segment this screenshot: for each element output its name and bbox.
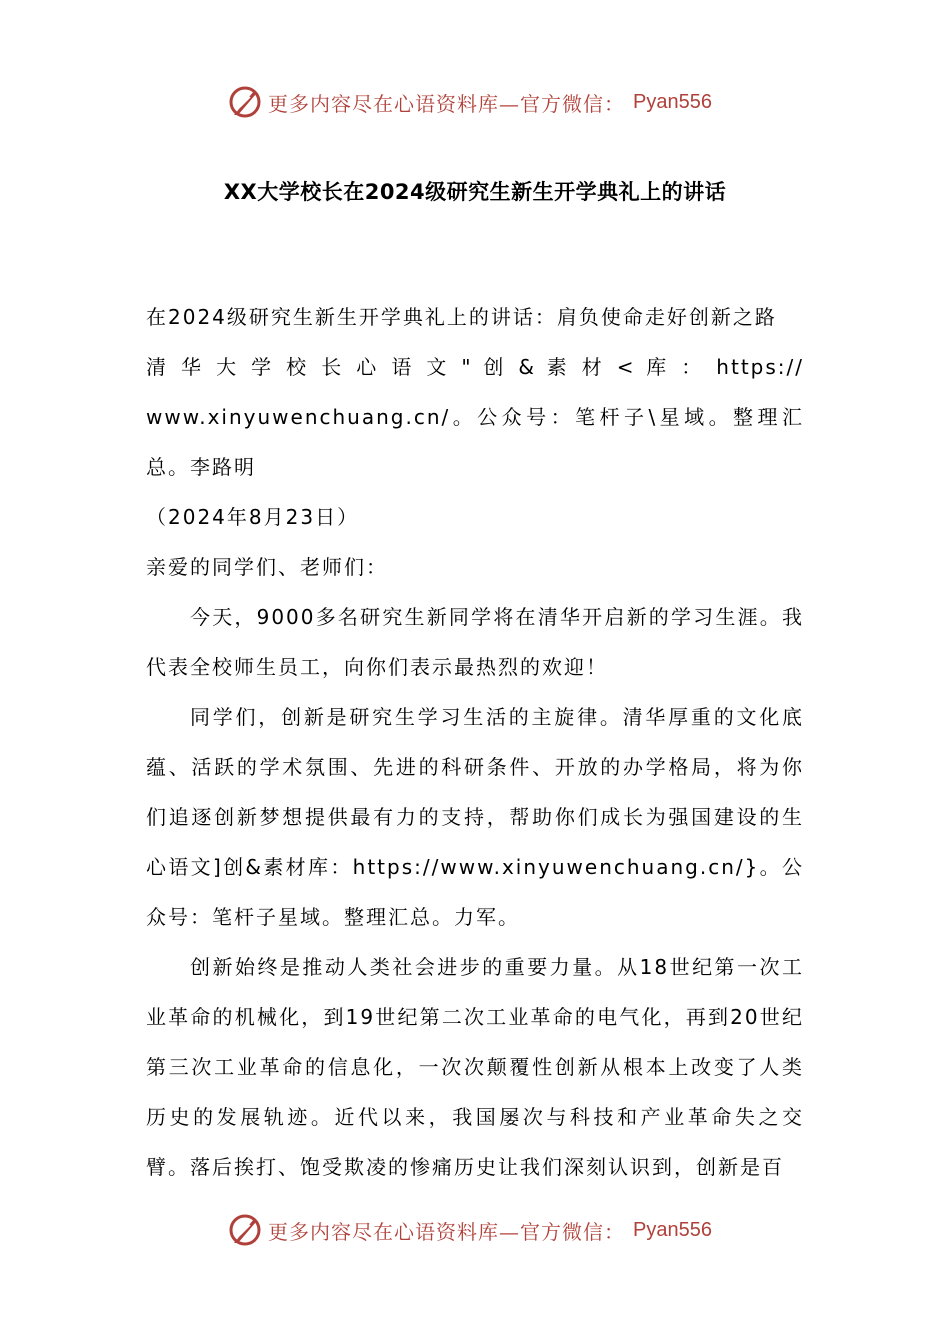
- paragraph: 创新始终是推动人类社会进步的重要力量。从18世纪第一次工业革命的机械化，到19世纪第二次工业革命的电气化，再到20世纪第三次工业革命的信息化，一次次颠覆性创新从根本上改变了人类历史的发展轨迹。近代以来，我国屡次与科技和产业革命失之交臂。落后挨打、饱受欺凌的惨痛历史让我们深刻认识到，创新是百: [146, 955, 804, 1179]
- document-title: XX大学校长在2024级研究生新生开学典礼上的讲话: [223, 180, 727, 204]
- subtitle: 在2024级研究生新生开学典礼上的讲话：肩负使命走好创新之路: [146, 305, 777, 329]
- salutation: 亲爱的同学们、老师们：: [146, 555, 388, 579]
- header-watermark: [228, 82, 712, 122]
- footer-watermark: [228, 1210, 712, 1250]
- paragraph: 今天，9000多名研究生新同学将在清华开启新的学习生涯。我代表全校师生员工，向你们表示最热烈的欢迎！: [146, 605, 804, 679]
- paragraph: 同学们，创新是研究生学习生活的主旋律。清华厚重的文化底蕴、活跃的学术氛围、先进的科研条件、开放的办学格局，将为你们追逐创新梦想提供最有力的支持，帮助你们成长为强国建设的生心语文]创&素材库：https://www.xinyuwenchuang.cn/}。公众号：笔杆子星域。整理汇总。力军。: [146, 705, 804, 929]
- watermark-text: 更多内容尽在心语资料库—官方微信：: [268, 1219, 625, 1244]
- source-line: 清 华 大 学 校 长 心 语 文 " 创 & 素 材 < 库 ： https://: [146, 355, 804, 379]
- watermark-text: 更多内容尽在心语资料库—官方微信：: [268, 91, 625, 116]
- quill-pen-logo-icon: [228, 1213, 262, 1247]
- speech-date: （2024年8月23日）: [146, 505, 360, 529]
- document-body: [146, 292, 804, 1192]
- quill-pen-logo-icon: [228, 85, 262, 119]
- watermark-account: Pyan556: [633, 90, 712, 113]
- watermark-account: Pyan556: [633, 1218, 712, 1241]
- source-line: www.xinyuwenchuang.cn/。公众号：笔杆子\星域。整理汇总。李路明: [146, 405, 804, 479]
